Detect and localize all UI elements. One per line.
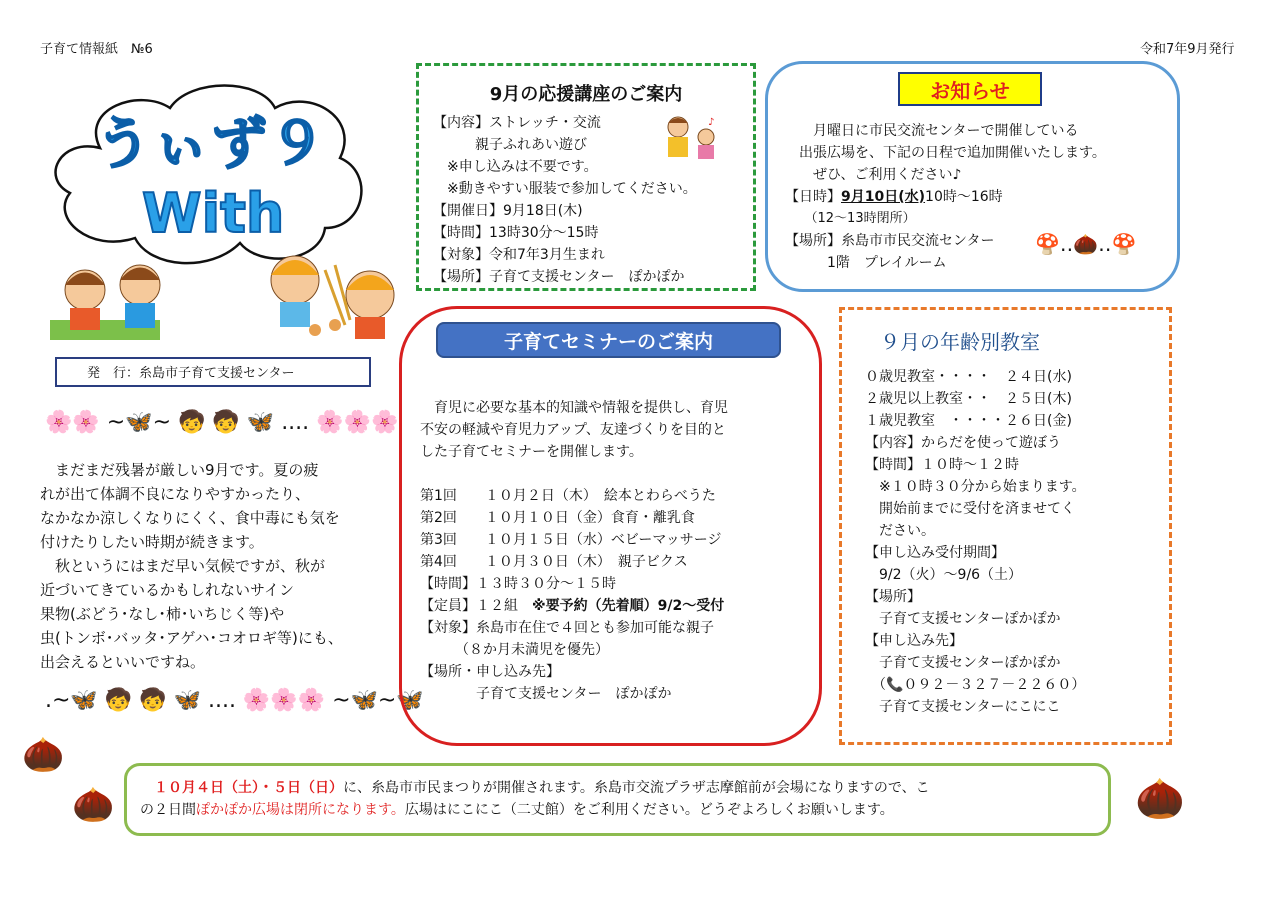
seminar-body: 育児に必要な基本的知識や情報を提供し、育児 不安の軽減や育児力アップ、友達づくりを目的と した子育てセミナーを開催します。 第1回 １０月２日（木） 絵本とわらべうた 第2回 １０月１０日（金）食育・離乳食 第3回 １０月１５日（水）ベビーマッサージ 第4回 １０月３０日（木） 親子ビクス 【時間】１３時３０分～１５時 【定員】１２組 ※要予約（先着順）9/2～受付 【対象】糸島市在住で４回とも参加可能な親子 （８か月未満児を優先） 【場所・申し込み先】 子育て支援センター ぽかぽか bbox=[420, 397, 800, 705]
children-illustration-icon bbox=[45, 240, 415, 345]
acorn-left-icon: 🌰 bbox=[22, 735, 65, 775]
mushroom-icon: 🍄‥🌰‥🍄 bbox=[1035, 232, 1137, 256]
logo-title: うぃず９ bbox=[95, 112, 327, 177]
publisher-label: 発 行：糸島市子育て支援センター bbox=[55, 357, 371, 387]
age-class-title: ９月の年齢別教室 bbox=[880, 330, 1040, 354]
lecture-title: 9月の応援講座のご案内 bbox=[489, 84, 683, 105]
issue-date: 令和7年9月発行 bbox=[1140, 42, 1235, 57]
age-class-body: ０歳児教室・・・・ ２４日(水) ２歳児以上教室・・ ２５日(木) １歳児教室 ・・・・２６日(金) 【内容】からだを使って遊ぼう 【時間】１０時～１２時 ※１０時３０分から始まります。 開始前までに受付を済ませてく ださい。 【申し込み受付期間】 9/2（火）～9/6（土） 【場所】 子育て支援センターぽかぽか 【申し込み先】 子育て支援センターぽかぽか （📞０９２－３２７－２２６０） 子育て支援センターにこにこ bbox=[865, 369, 1086, 715]
lecture-details: 【内容】ストレッチ・交流 親子ふれあい遊び ※申し込みは不要です。 ※動きやすい服装で参加してください。 【開催日】9月18日(木) 【時間】13時30分～15時 【対象】令和7年3月生まれ 【場所】子育て支援センター ぽかぽか bbox=[433, 115, 697, 285]
logo-subtitle: With bbox=[142, 182, 285, 245]
festival-notice-text: １０月４日（土）・５日（日）に、糸島市市民まつりが開催されます。糸島市交流プラザ志摩館前が会場になりますので、こ の２日間ぽかぽか広場は閉所になります。広場はにこにこ（二丈館）をご利用ください。どうぞよろしくお願いします。 bbox=[140, 780, 930, 818]
seminar-session: 第4回 １０月３０日（木） 親子ビクス bbox=[420, 554, 688, 570]
notice-title: お知らせ bbox=[898, 72, 1042, 106]
notice-date: 【日時】9月10日(水)10時～16時 bbox=[785, 189, 1003, 205]
intro-text: まだまだ残暑が厳しい9月です。夏の疲 れが出て体調不良になりやすかったり、 なかなか涼しくなりにくく、食中毒にも気を 付けたりしたい時期が続きます。 秋というにはまだ早い気候ですが、秋が 近づいてきているかもしれないサイン 果物(ぶどう･なし･柿･いちじく等)や 虫(トンボ･バッタ･アゲハ･コオロギ等)にも、 出会えるといいですね。 bbox=[40, 461, 343, 671]
autumn-border-bottom-icon: .~🦋 🧒 🧒 🦋 .... 🌸🌸🌸 ~🦋~🦋 bbox=[45, 688, 424, 713]
lecture-box bbox=[416, 63, 756, 291]
seminar-title: 子育てセミナーのご案内 bbox=[436, 322, 781, 358]
phone-number: （📞０９２－３２７－２２６０） bbox=[865, 677, 1086, 693]
acorn-right-icon: 🌰 bbox=[1135, 776, 1185, 822]
seminar-session: 第1回 １０月２日（木） 絵本とわらべうた bbox=[420, 488, 716, 504]
notice-body: 月曜日に市民交流センターで開催している 出張広場を、下記の日程で追加開催いたします。 ぜひ、ご利用ください♪ 【日時】9月10日(水)10時～16時 （12～13時閉所） 【場所】糸島市市民交流センター 1階 プレイルーム bbox=[785, 123, 1106, 271]
acorn-left-lower-icon: 🌰 bbox=[72, 785, 115, 825]
parent-child-icon bbox=[660, 113, 722, 165]
seminar-session: 第2回 １０月１０日（金）食育・離乳食 bbox=[420, 510, 695, 526]
autumn-border-top-icon: 🌸🌸 ~🦋~ 🧒 🧒 🦋 .... 🌸🌸🌸 bbox=[45, 410, 399, 435]
svg-text:♪: ♪ bbox=[708, 117, 715, 128]
seminar-session: 第3回 １０月１５日（水）ベビーマッサージ bbox=[420, 532, 722, 548]
newsletter-issue: 子育て情報紙 №6 bbox=[40, 42, 153, 57]
